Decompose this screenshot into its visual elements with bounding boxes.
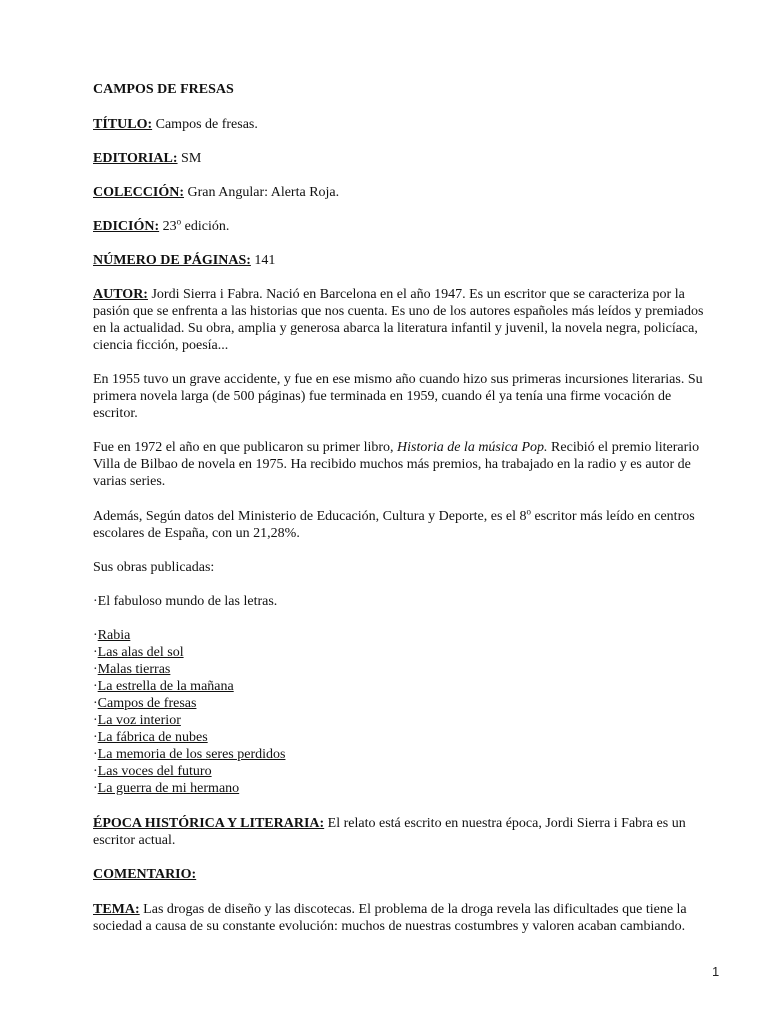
list-item: ·La fábrica de nubes [93, 730, 208, 745]
p2-book-title: Historia de la música Pop. [397, 440, 548, 455]
p3-text-start: Además, Según datos del Ministerio de Educación, Cultura y Deporte, es el 8 [93, 509, 527, 524]
paragraph-ministerio [93, 508, 708, 542]
obras-intro: Sus obras publicadas: [93, 560, 215, 575]
epoca-value: El relato está escrito en nuestra época, Jordi Sierra i Fabra es un escritor actual. [93, 816, 686, 848]
field-tema [93, 901, 708, 935]
field-coleccion [93, 184, 708, 201]
field-titulo [93, 116, 708, 133]
page-number: 1 [712, 964, 720, 979]
obra-link[interactable]: La guerra de mi hermano [97, 781, 240, 796]
edicion-value-text: edición. [181, 219, 230, 234]
obra-link[interactable]: La estrella de la mañana [97, 679, 234, 694]
p3-superscript: o [526, 506, 532, 517]
paragraph-primer-libro [93, 439, 708, 490]
obra-link[interactable]: Campos de fresas [97, 696, 197, 711]
list-item: ·La estrella de la mañana [93, 679, 234, 694]
field-editorial [93, 150, 708, 167]
editorial-label: EDITORIAL: [93, 151, 178, 166]
field-paginas [93, 252, 708, 269]
paragraph-accidente: En 1955 tuvo un grave accidente, y fue en ese mismo año cuando hizo sus primeras incursiones literarias. Su primera novela larga (de 500 páginas) fue terminada en 1959, cuando él ya tenía una firme vocación de escritor. [93, 372, 703, 421]
p2-text-end: Recibió el premio literario Villa de Bilbao de novela en 1975. Ha recibido muchos más premios, ha trabajado en la radio y es autor de varias series. [93, 440, 700, 489]
p3-text-end: escritor más leído en centros escolares de España, con un 21,28%. [93, 509, 695, 541]
list-item: ·Las alas del sol [93, 645, 184, 660]
list-item: ·Malas tierras [93, 662, 171, 677]
obra-link[interactable]: Malas tierras [97, 662, 171, 677]
list-item: ·La voz interior [93, 713, 181, 728]
paginas-label: NÚMERO DE PÁGINAS: [93, 253, 251, 268]
obra-link[interactable]: Las alas del sol [97, 645, 184, 660]
edicion-label: EDICIÓN: [93, 219, 160, 234]
tema-label: TEMA: [93, 902, 140, 917]
epoca-label: ÉPOCA HISTÓRICA Y LITERARIA: [93, 816, 325, 831]
obra-link[interactable]: La fábrica de nubes [97, 730, 208, 745]
paginas-value: 141 [250, 253, 276, 268]
field-comentario [93, 866, 708, 883]
edicion-value-number: 23 [159, 219, 177, 234]
p2-text-start: Fue en 1972 el año en que publicaron su primer libro, [93, 440, 398, 455]
field-edicion [93, 218, 708, 235]
list-item: ·Las voces del futuro [93, 764, 212, 779]
document-heading: CAMPOS DE FRESAS [93, 82, 234, 97]
obra-link[interactable]: Rabia [97, 628, 131, 643]
field-autor [93, 286, 708, 354]
obras-list [93, 627, 708, 797]
obra-link[interactable]: La memoria de los seres perdidos [97, 747, 286, 762]
list-item: ·La guerra de mi hermano [93, 781, 240, 796]
autor-label: AUTOR: [93, 287, 148, 302]
field-epoca [93, 815, 708, 849]
autor-value: Jordi Sierra i Fabra. Nació en Barcelona en el año 1947. Es un escritor que se caracteriza por la pasión que se enfrenta a las historias que nos cuenta. Es uno de los autores españoles más leídos y premiados en la actualidad. Su obra, amplia y generosa abarca la literatura infantil y juvenil, la novela negra, policíaca, ciencia ficción, poesía... [93, 287, 704, 353]
coleccion-label: COLECCIÓN: [93, 185, 185, 200]
coleccion-value: Gran Angular: Alerta Roja. [184, 185, 340, 200]
list-item: ·Campos de fresas [93, 696, 197, 711]
obra-link[interactable]: La voz interior [97, 713, 181, 728]
edicion-superscript: o [176, 216, 182, 227]
titulo-value: Campos de fresas. [152, 117, 258, 132]
obra-link[interactable]: Las voces del futuro [97, 764, 212, 779]
tema-value: Las drogas de diseño y las discotecas. El problema de la droga revela las dificultades que tiene la sociedad a causa de su constante evolución: muchos de nuestras costumbres y valoren acaban cambiando. [93, 902, 687, 934]
list-item: ·La memoria de los seres perdidos [93, 747, 286, 762]
obra-first: ·El fabuloso mundo de las letras. [93, 594, 278, 609]
comentario-label: COMENTARIO: [93, 867, 197, 882]
titulo-label: TÍTULO: [93, 117, 153, 132]
list-item: ·Rabia [93, 628, 131, 643]
editorial-value: SM [177, 151, 202, 166]
